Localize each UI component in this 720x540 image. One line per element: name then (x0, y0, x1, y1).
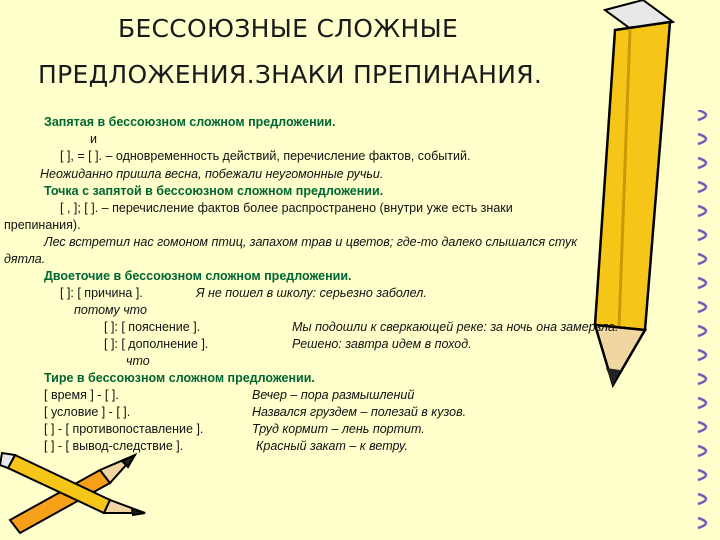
colon-explanation-example: Мы подошли к сверкающей реке: за ночь она замерзла. (292, 320, 619, 334)
semicolon-example-2: дятла. (4, 252, 46, 266)
dash-conclusion-example: Красный закат – к ветру. (256, 439, 408, 453)
colon-addition-scheme: [ ]: [ дополнение ]. (104, 337, 209, 351)
page-title-line-2: ПРЕДЛОЖЕНИЯ.ЗНАКИ ПРЕПИНАНИЯ. (38, 60, 543, 89)
semicolon-heading: Точка с запятой в бессоюзном сложном предложении. (44, 184, 384, 198)
dash-condition-scheme: [ условие ] - [ ]. (44, 405, 131, 419)
comma-scheme: [ ], = [ ]. – одновременность действий, перечисление фактов, событий. (60, 149, 471, 163)
dash-contrast-scheme: [ ] - [ противопоставление ]. (44, 422, 204, 436)
comma-heading: Запятая в бессоюзном сложном предложении. (44, 115, 336, 129)
colon-addition-example: Решено: завтра идем в поход. (292, 337, 472, 351)
dash-time-scheme: [ время ] - [ ]. (44, 388, 119, 402)
colon-cause-example: Я не пошел в школу: серьезно заболел. (196, 286, 427, 300)
semicolon-scheme-2: препинания). (4, 218, 81, 232)
spiral-binding-icon (690, 110, 720, 540)
colon-cause-scheme: [ ]: [ причина ]. (60, 286, 143, 300)
page-title-line-1: БЕССОЮЗНЫЕ СЛОЖНЫЕ (118, 14, 459, 43)
dash-heading: Тире в бессоюзном сложном предложении. (44, 371, 315, 385)
dash-time-example: Вечер – пора размышлений (252, 388, 415, 402)
pencil-icon (575, 0, 685, 395)
colon-cause-word: потому что (74, 303, 147, 317)
semicolon-scheme-1: [ , ]; [ ]. – перечисление фактов более распространено (внутри уже есть знаки (60, 201, 513, 215)
colon-explanation-scheme: [ ]: [ пояснение ]. (104, 320, 201, 334)
dash-contrast-example: Труд кормит – лень портит. (252, 422, 425, 436)
comma-conjunction: и (90, 132, 97, 146)
dash-condition-example: Назвался груздем – полезай в кузов. (252, 405, 467, 419)
comma-example: Неожиданно пришла весна, побежали неугомонные ручьи. (40, 167, 384, 181)
semicolon-example-1: Лес встретил нас гомоном птиц, запахом трав и цветов; где-то далеко слышался стук (44, 235, 578, 249)
colon-addition-word: что (126, 354, 150, 368)
dash-conclusion-scheme: [ ] - [ вывод-следствие ]. (44, 439, 184, 453)
colon-heading: Двоеточие в бессоюзном сложном предложении. (44, 269, 352, 283)
